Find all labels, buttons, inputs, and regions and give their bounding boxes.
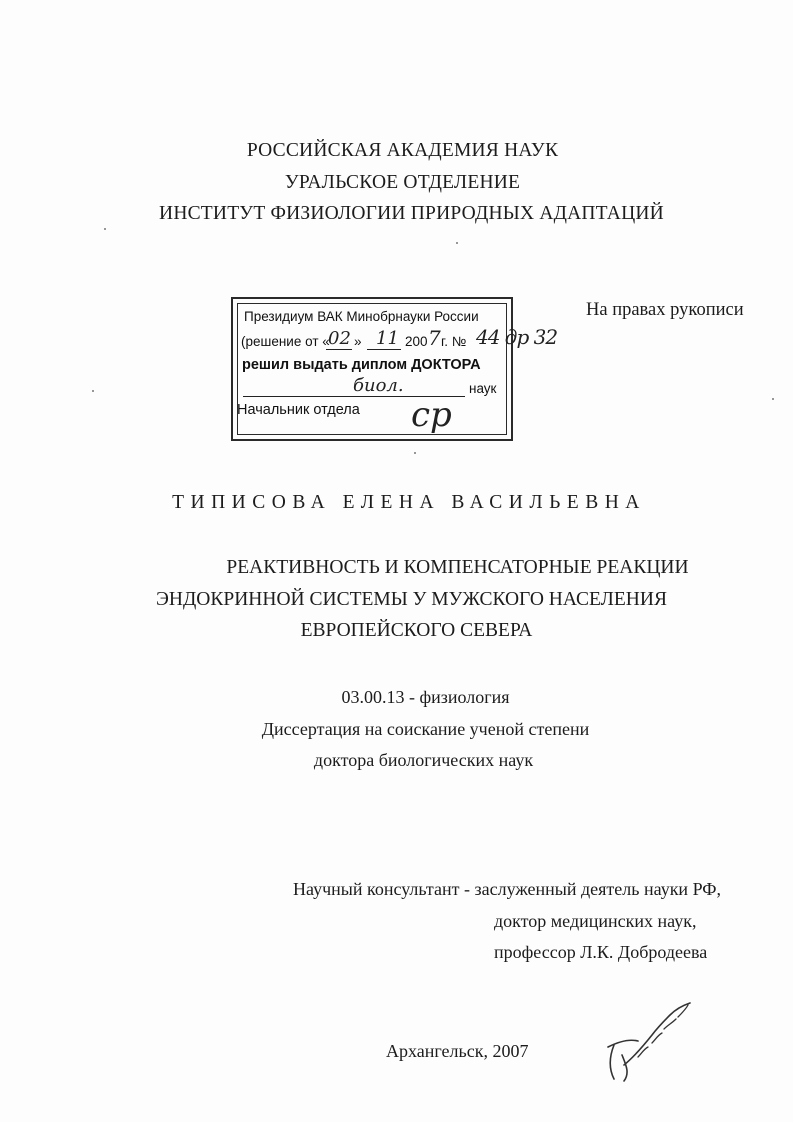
stamp-decision-prefix: (решение от « bbox=[241, 334, 330, 349]
stamp-year-prefix: 200 bbox=[405, 334, 428, 349]
title-line-3: ЕВРОПЕЙСКОГО СЕВЕРА bbox=[300, 620, 533, 641]
institution-line-2: УРАЛЬСКОЕ ОТДЕЛЕНИЕ bbox=[284, 172, 521, 193]
specialty: 03.00.13 - физиология bbox=[341, 687, 510, 707]
stamp-month-handwritten: 11 bbox=[376, 328, 399, 349]
scan-speck bbox=[414, 452, 416, 454]
stamp-month-underline bbox=[367, 349, 401, 350]
manuscript-rights-note: На правах рукописи bbox=[586, 300, 744, 320]
scan-speck bbox=[772, 398, 774, 400]
stamp-day-underline bbox=[326, 349, 352, 350]
scan-speck bbox=[92, 390, 94, 392]
consultant-title-line-1: - заслуженный деятель науки РФ, bbox=[459, 879, 721, 899]
title-line-1: РЕАКТИВНОСТЬ И КОМПЕНСАТОРНЫЕ РЕАКЦИИ bbox=[226, 557, 689, 578]
stamp-year-suffix: г. № bbox=[441, 334, 467, 349]
stamp-quote-close: » bbox=[354, 334, 362, 349]
stamp-field-handwritten: биол. bbox=[353, 375, 404, 396]
consultant-title-line-2: доктор медицинских наук, bbox=[494, 911, 697, 931]
stamp-year-digit-handwritten: 7 bbox=[428, 326, 441, 350]
stamp-chief-signature: ср bbox=[411, 395, 452, 435]
scan-speck bbox=[104, 228, 106, 230]
stamp-day-handwritten: 02 bbox=[328, 328, 351, 349]
stamp-diploma-line: решил выдать диплом ДОКТОРА bbox=[242, 357, 481, 373]
vak-approval-stamp bbox=[231, 297, 558, 441]
author-signature bbox=[604, 995, 696, 1087]
title-line-2: ЭНДОКРИННОЙ СИСТЕМЫ У МУЖСКОГО НАСЕЛЕНИЯ bbox=[156, 589, 667, 610]
author-name: ТИПИСОВА ЕЛЕНА ВАСИЛЬЕВНА bbox=[172, 492, 646, 513]
stamp-field-suffix: наук bbox=[469, 381, 497, 396]
institution-line-1: РОССИЙСКАЯ АКАДЕМИЯ НАУК bbox=[246, 140, 559, 161]
author-signature-graphic bbox=[604, 995, 696, 1087]
consultant-label bbox=[293, 879, 721, 900]
scan-speck bbox=[456, 242, 458, 244]
stamp-number-handwritten: 44 др 32 bbox=[476, 325, 558, 349]
city-year: Архангельск, 2007 bbox=[386, 1041, 529, 1061]
stamp-presidium-line: Президиум ВАК Минобрнауки России bbox=[244, 309, 479, 324]
consultant-title-line-3: профессор Л.К. Добродеева bbox=[494, 942, 708, 962]
stamp-chief-label: Начальник отдела bbox=[237, 402, 360, 418]
consultant-label-text: Научный консультант bbox=[293, 879, 460, 899]
degree-line-2: доктора биологических наук bbox=[313, 750, 534, 770]
degree-line-1: Диссертация на соискание ученой степени bbox=[261, 719, 590, 739]
institution-line-3: ИНСТИТУТ ФИЗИОЛОГИИ ПРИРОДНЫХ АДАПТАЦИЙ bbox=[159, 203, 664, 224]
